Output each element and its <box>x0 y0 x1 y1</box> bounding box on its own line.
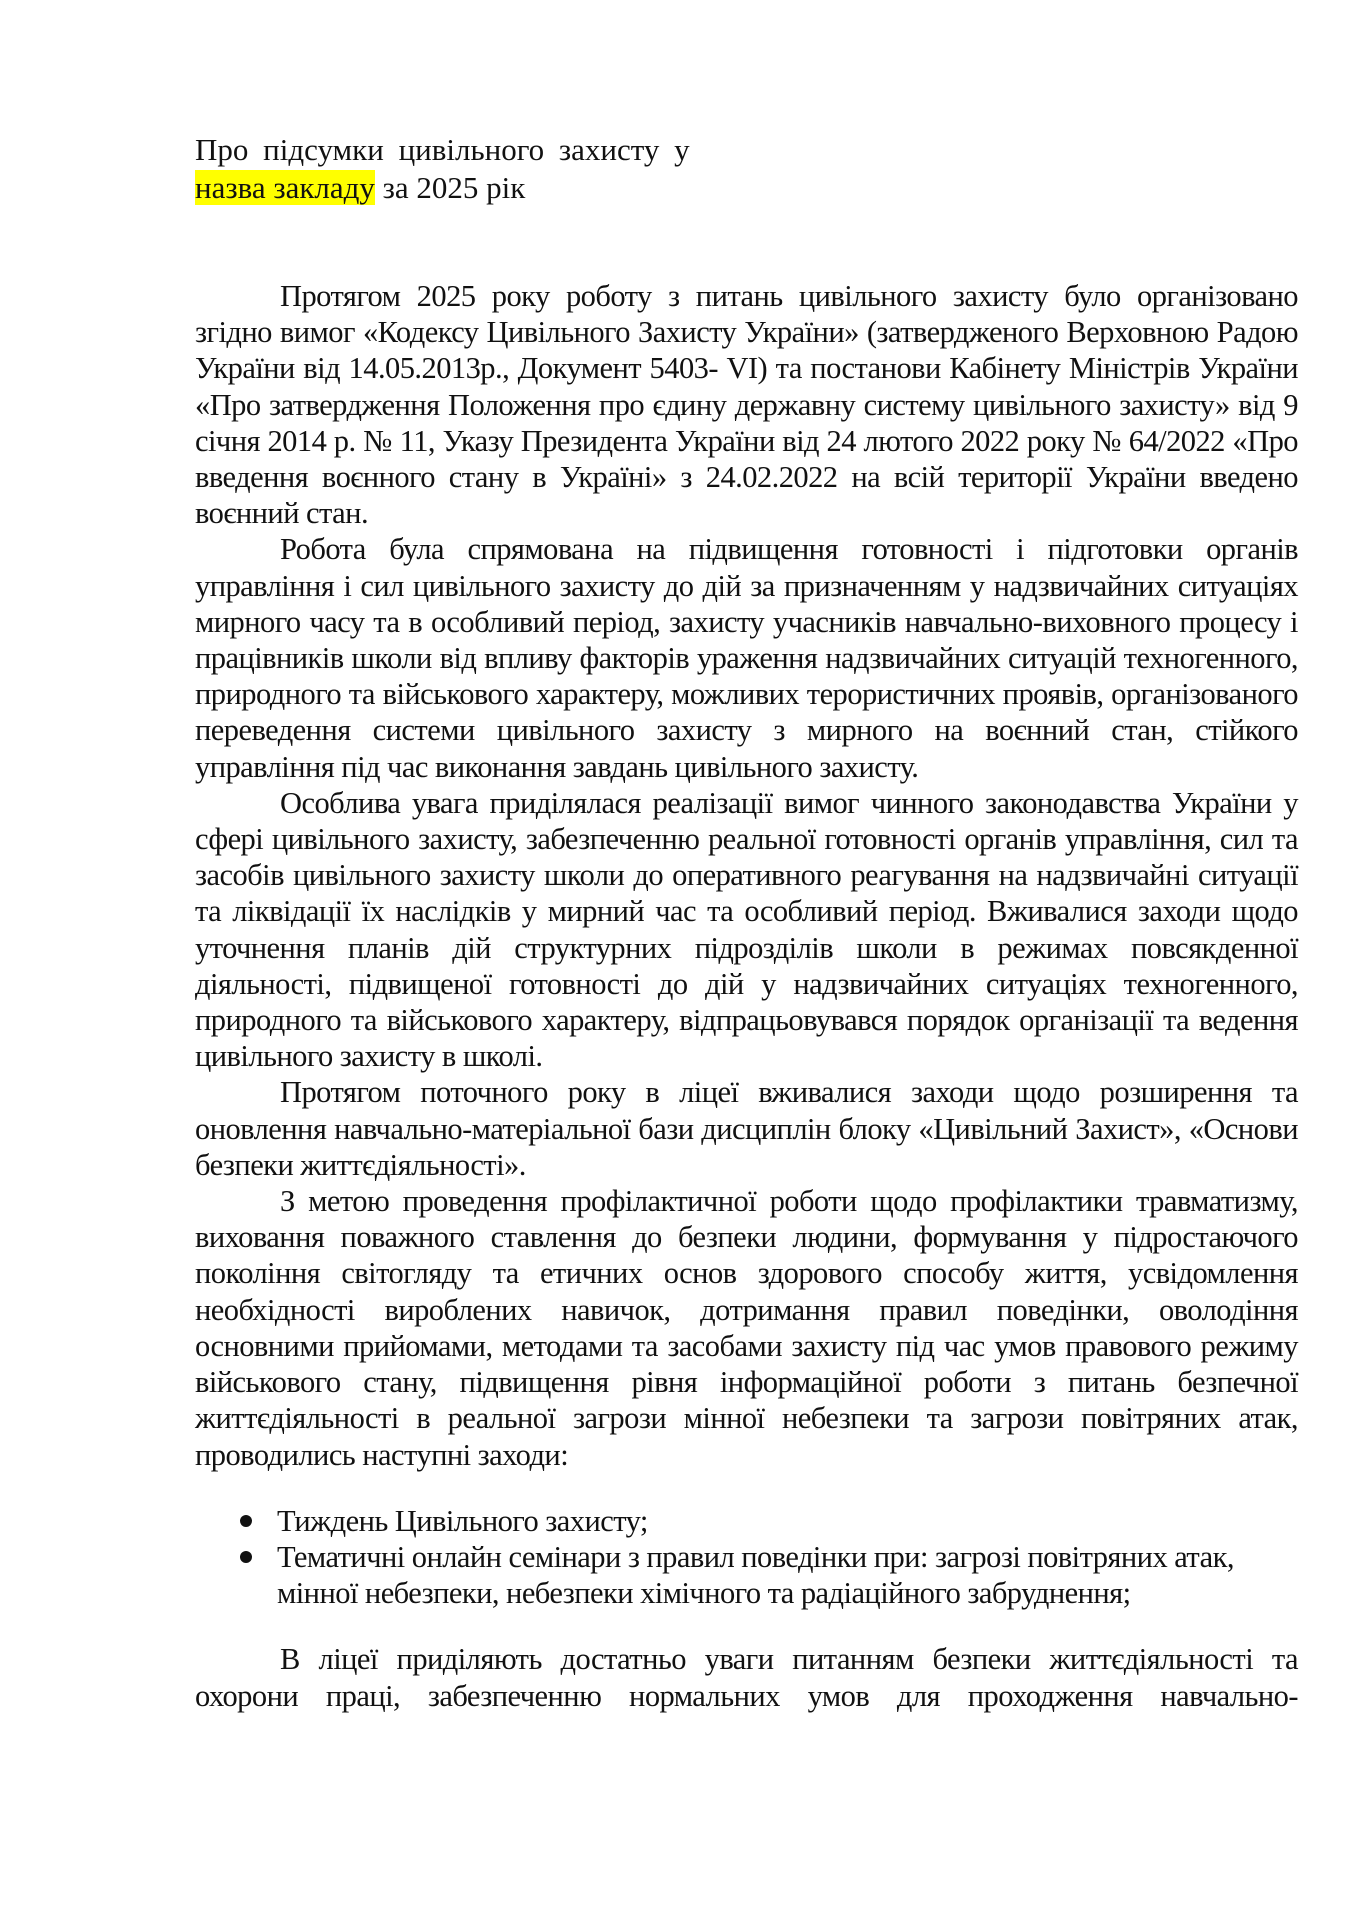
document-title <box>195 131 895 207</box>
list-item-text: Тиждень Цивільного захисту; <box>277 1503 648 1538</box>
list-item <box>195 1539 1287 1611</box>
paragraph-material-base: Протягом поточного року в ліцеї вживалися заходи щодо розширення та оновлення навчально-матеріальної бази дисциплін блоку «Цивільний Захист», «Основи безпеки життєдіяльності». <box>195 1075 1298 1182</box>
paragraph-work-focus: Робота була спрямована на підвищення готовності і підготовки органів управління і сил цивільного захисту до дій за призначенням у надзвичайних ситуаціях мирного часу та в особливий період, захисту учасників навчально-виховного процесу і працівників школи від впливу факторів ураження надзвичайних ситуацій техногенного, природного та військового характеру, можливих терористичних проявів, організованого переведення системи цивільного захисту з мирного на воєнний стан, стійкого управління під час виконання завдань цивільного захисту. <box>195 532 1298 784</box>
highlighted-institution-name: назва закладу <box>195 170 375 205</box>
paragraph-prevention-measures: З метою проведення профілактичної роботи щодо профілактики травматизму, виховання поважного ставлення до безпеки людини, формування у підростаючого покоління світогляду та етичних основ здорового способу життя, усвідомлення необхідності вироблених навичок, дотримання правил поведінки, оволодіння основними прийомами, методами та засобами захисту під час умов правового режиму військового стану, підвищення рівня інформаційної роботи з питань безпечної життєдіяльності в реальної загрози мінної небезпеки та загрози повітряних атак, проводились наступні заходи: <box>195 1184 1298 1472</box>
paragraph-closing <box>195 1641 1298 1713</box>
closing-line-2: охорони праці, забезпеченню нормальних умов для проходження навчально- <box>195 1678 1298 1713</box>
list-item-text: Тематичні онлайн семінари з правил поведінки при: загрозі повітряних атак, мінної небезпеки, небезпеки хімічного та радіаційного забруднення; <box>277 1539 1234 1611</box>
paragraph-special-attention: Особлива увага приділялася реалізації вимог чинного законодавства України у сфері цивільного захисту, забезпеченню реальної готовності органів управління, сил та засобів цивільного захисту школи до оперативного реагування на надзвичайні ситуації та ліквідації їх наслідків у мирний час та особливий період. Вживалися заходи щодо уточнення планів дій структурних підрозділів школи в режимах повсякденної діяльності, підвищеної готовності до дій у надзвичайних ситуаціях техногенного, природного та військового характеру, відпрацьовувався порядок організації та ведення цивільного захисту в школі. <box>195 785 1298 1074</box>
title-line-1: Про підсумки цивільного захисту у <box>195 132 690 167</box>
document-body <box>195 278 1298 1714</box>
title-year-text: за 2025 рік <box>374 170 526 205</box>
title-line-2 <box>195 169 895 207</box>
bullet-icon <box>240 1551 252 1563</box>
paragraph-legal-basis: Протягом 2025 року роботу з питань цивільного захисту було організовано згідно вимог «Кодексу Цивільного Захисту України» (затвердженого Верховною Радою України від 14.05.2013р., Документ 5403- VI) та постанови Кабінету Міністрів України «Про затвердження Положення про єдину державну систему цивільного захисту» від 9 січня 2014 р. № 11, Указу Президента України від 24 лютого 2022 року № 64/2022 «Про введення воєнного стану в Україні» з 24.02.2022 на всій території України введено воєнний стан. <box>195 279 1298 531</box>
bullet-icon <box>240 1515 252 1527</box>
measures-list <box>195 1503 1298 1612</box>
closing-line-1: В ліцеї приділяють достатньо уваги питанням безпеки життєдіяльності та <box>280 1642 1298 1677</box>
list-item <box>195 1503 1287 1539</box>
